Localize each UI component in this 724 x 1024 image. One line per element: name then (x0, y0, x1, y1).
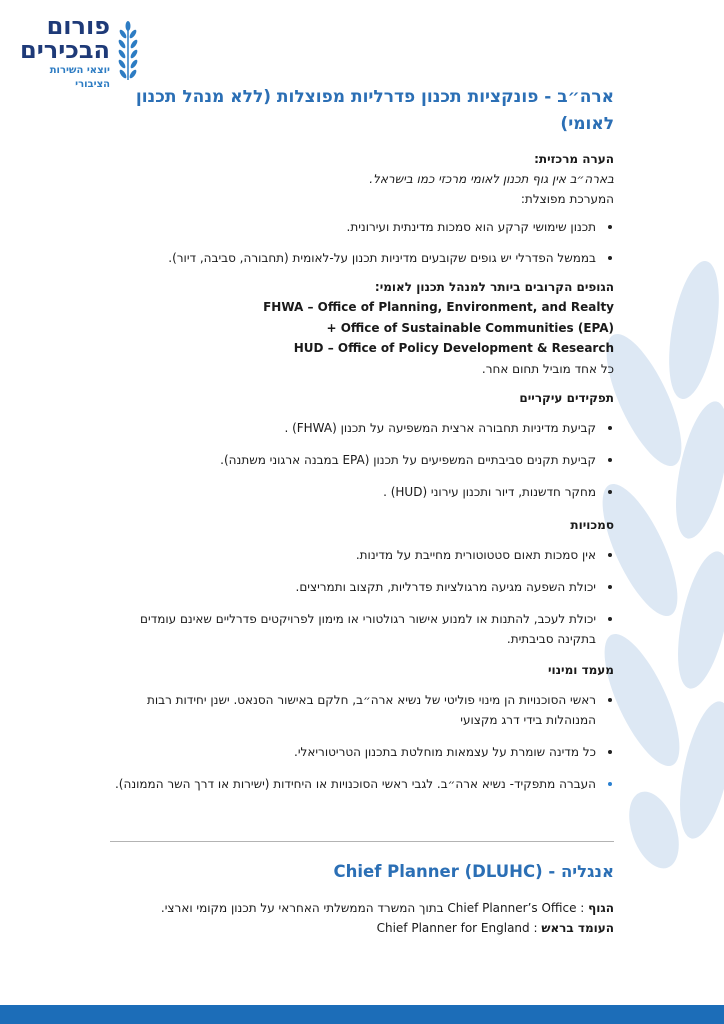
authorities-list (110, 545, 614, 649)
list-item: בממשל הפדרלי יש גופים שקובעים מדיניות תכנון על-לאומית (תחבורה, סביבה, דיור). (110, 248, 596, 268)
list-item: תכנון שימושי קרקע הוא סמכות מדינתית ועירונית. (110, 217, 596, 237)
bottom-bar (0, 1005, 724, 1024)
list-item: קביעת מדיניות תחבורה ארצית המשפיעה על תכנון (FHWA) . (110, 418, 596, 438)
list-item: יכולת לעכב, להתנות או למנוע אישור רגולטורי או מימון לפרויקטים פדרליים שאינם עומדים בתקינה סביבתית. (110, 609, 596, 649)
logo-line-1: פורום (46, 12, 110, 40)
section-divider (110, 841, 614, 842)
list-item: העברה מתפקיד- נשיא ארה״ב. לגבי ראשי הסוכנויות או היחידות (ישירות או דרך השר הממונה). (110, 774, 596, 794)
list-item: יכולת השפעה מגיעה מרגולציות פדרליות, תקצוב ותמריצים. (110, 577, 596, 597)
roles-heading: תפקידים עיקריים (519, 390, 614, 405)
body-line-fhwa: FHWA – Office of Planning, Environment, and Realty (263, 300, 614, 314)
logo-line-3: יוצאי השירות הציבורי (49, 65, 110, 90)
england-details (110, 898, 614, 938)
main-content (110, 84, 614, 794)
status-list (110, 690, 614, 794)
page-title: ארה״ב - פונקציות תכנון פדרליות מפוצלות (ללא מנהל תכנון לאומי) (135, 87, 614, 134)
list-item: ראשי הסוכנויות הן מינוי פוליטי של נשיא ארה״ב, חלקם באישור הסנאט. ישנן יחידות רבות המנוהלות בידי דרג מקצועי (110, 690, 596, 730)
central-note-line: המערכת מפוצלת: (520, 192, 614, 206)
england-head-label: העומד בראש (541, 921, 614, 935)
closest-bodies-footer: כל אחד מוביל תחום אחר. (481, 361, 614, 376)
body-line-epa: Office of Sustainable Communities (EPA) + (326, 320, 614, 335)
england-head-text: : Chief Planner for England (376, 921, 538, 935)
forum-logo (14, 12, 134, 90)
list-item: מחקר חדשנות, דיור ותכנון עירוני (HUD) . (110, 482, 596, 502)
list-item: אין סמכות תאום סטטוטורית מחייבת על מדינות. (110, 545, 596, 565)
closest-bodies-heading: הגופים הקרובים ביותר למנהל תכנון לאומי: (374, 280, 614, 294)
central-note-list (110, 217, 614, 268)
status-heading: מעמד ומינוי (547, 662, 614, 677)
central-note-heading: הערה מרכזית: (534, 152, 614, 166)
wheat-icon (114, 20, 142, 82)
authorities-heading: סמכויות (570, 517, 614, 532)
roles-list (110, 418, 614, 502)
england-body-text: : Chief Planner’s Office בתוך המשרד הממשלתי האחראי על תכנון מקומי וארצי. (160, 901, 585, 915)
england-body-label: הגוף (588, 901, 614, 915)
list-item: קביעת תקנים סביבתיים המשפיעים על תכנון (EPA במבנה ארגוני משתנה). (110, 450, 596, 470)
central-note-italic: בארה״ב אין גוף תכנון לאומי מרכזי כמו בישראל. (369, 172, 614, 186)
logo-line-2: הבכירים (19, 36, 110, 64)
body-line-hud: HUD – Office of Policy Development & Research (293, 341, 614, 355)
england-title: אנגליה - Chief Planner (DLUHC) (333, 862, 614, 881)
list-item: כל מדינה שומרת על עצמאות מוחלטת בתכנון הטריטוריאלי. (110, 742, 596, 762)
